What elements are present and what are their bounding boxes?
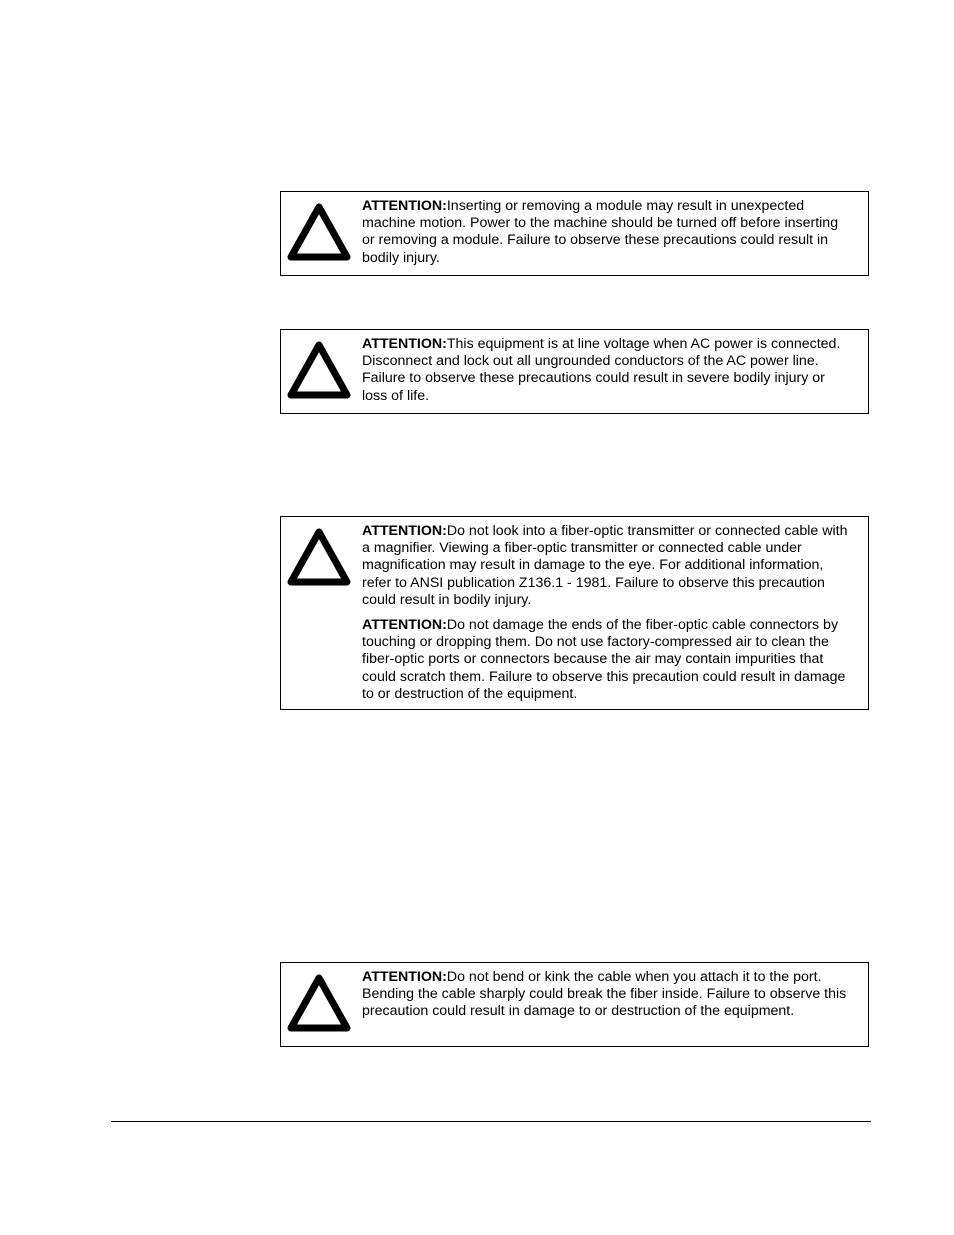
attention-text: Do not damage the ends of the fiber-optic cable connectors by touching or dropping them. Do not use factory-compressed air to clean the fiber-optic ports or connectors because the air may contain impurities that could scratch them. Failure to observe this precaution could result in damage to or destruction of the equipment. xyxy=(362,617,846,702)
attention-notice-line-voltage xyxy=(280,329,869,414)
attention-text: This equipment is at line voltage when AC power is connected. Disconnect and lock out all ungrounded conductors of the AC power line. Failure to observe these precautions could result in severe bodily injury or loss of life. xyxy=(362,336,841,404)
warning-triangle-icon xyxy=(286,526,352,588)
attention-notice-cable-bend xyxy=(280,962,869,1047)
warning-triangle-icon xyxy=(286,339,352,401)
attention-label: ATTENTION: xyxy=(362,617,447,634)
attention-paragraph xyxy=(362,336,854,405)
attention-label: ATTENTION: xyxy=(362,336,447,352)
attention-paragraph xyxy=(362,969,854,1021)
attention-text: Do not look into a fiber-optic transmitter or connected cable with a magnifier. Viewing a fiber-optic transmitter or connected cable under magnification may result in damage to the eye. For additional information, refer to ANSI publication Z136.1 - 1981. Failure to observe this precaution could result in bodily injury. xyxy=(362,523,848,608)
attention-notice-module-removal xyxy=(280,191,869,276)
attention-text: Inserting or removing a module may result in unexpected machine motion. Power to the machine should be turned off before inserting or removing a module. Failure to observe these precautions could result in bodily injury. xyxy=(362,198,839,266)
attention-notice-fiber-optic xyxy=(280,516,869,710)
attention-text: Do not bend or kink the cable when you attach it to the port. Bending the cable sharply could break the fiber inside. Failure to observe this precaution could result in damage to or destruction of the equipment. xyxy=(362,969,847,1020)
attention-paragraph xyxy=(362,523,854,609)
warning-triangle-icon xyxy=(286,201,352,263)
attention-label: ATTENTION: xyxy=(362,198,447,214)
attention-label: ATTENTION: xyxy=(362,523,447,539)
warning-triangle-icon xyxy=(286,972,352,1034)
attention-paragraph xyxy=(362,198,854,267)
attention-paragraph xyxy=(362,617,854,703)
attention-label: ATTENTION: xyxy=(362,969,447,985)
footer-divider xyxy=(111,1121,871,1122)
